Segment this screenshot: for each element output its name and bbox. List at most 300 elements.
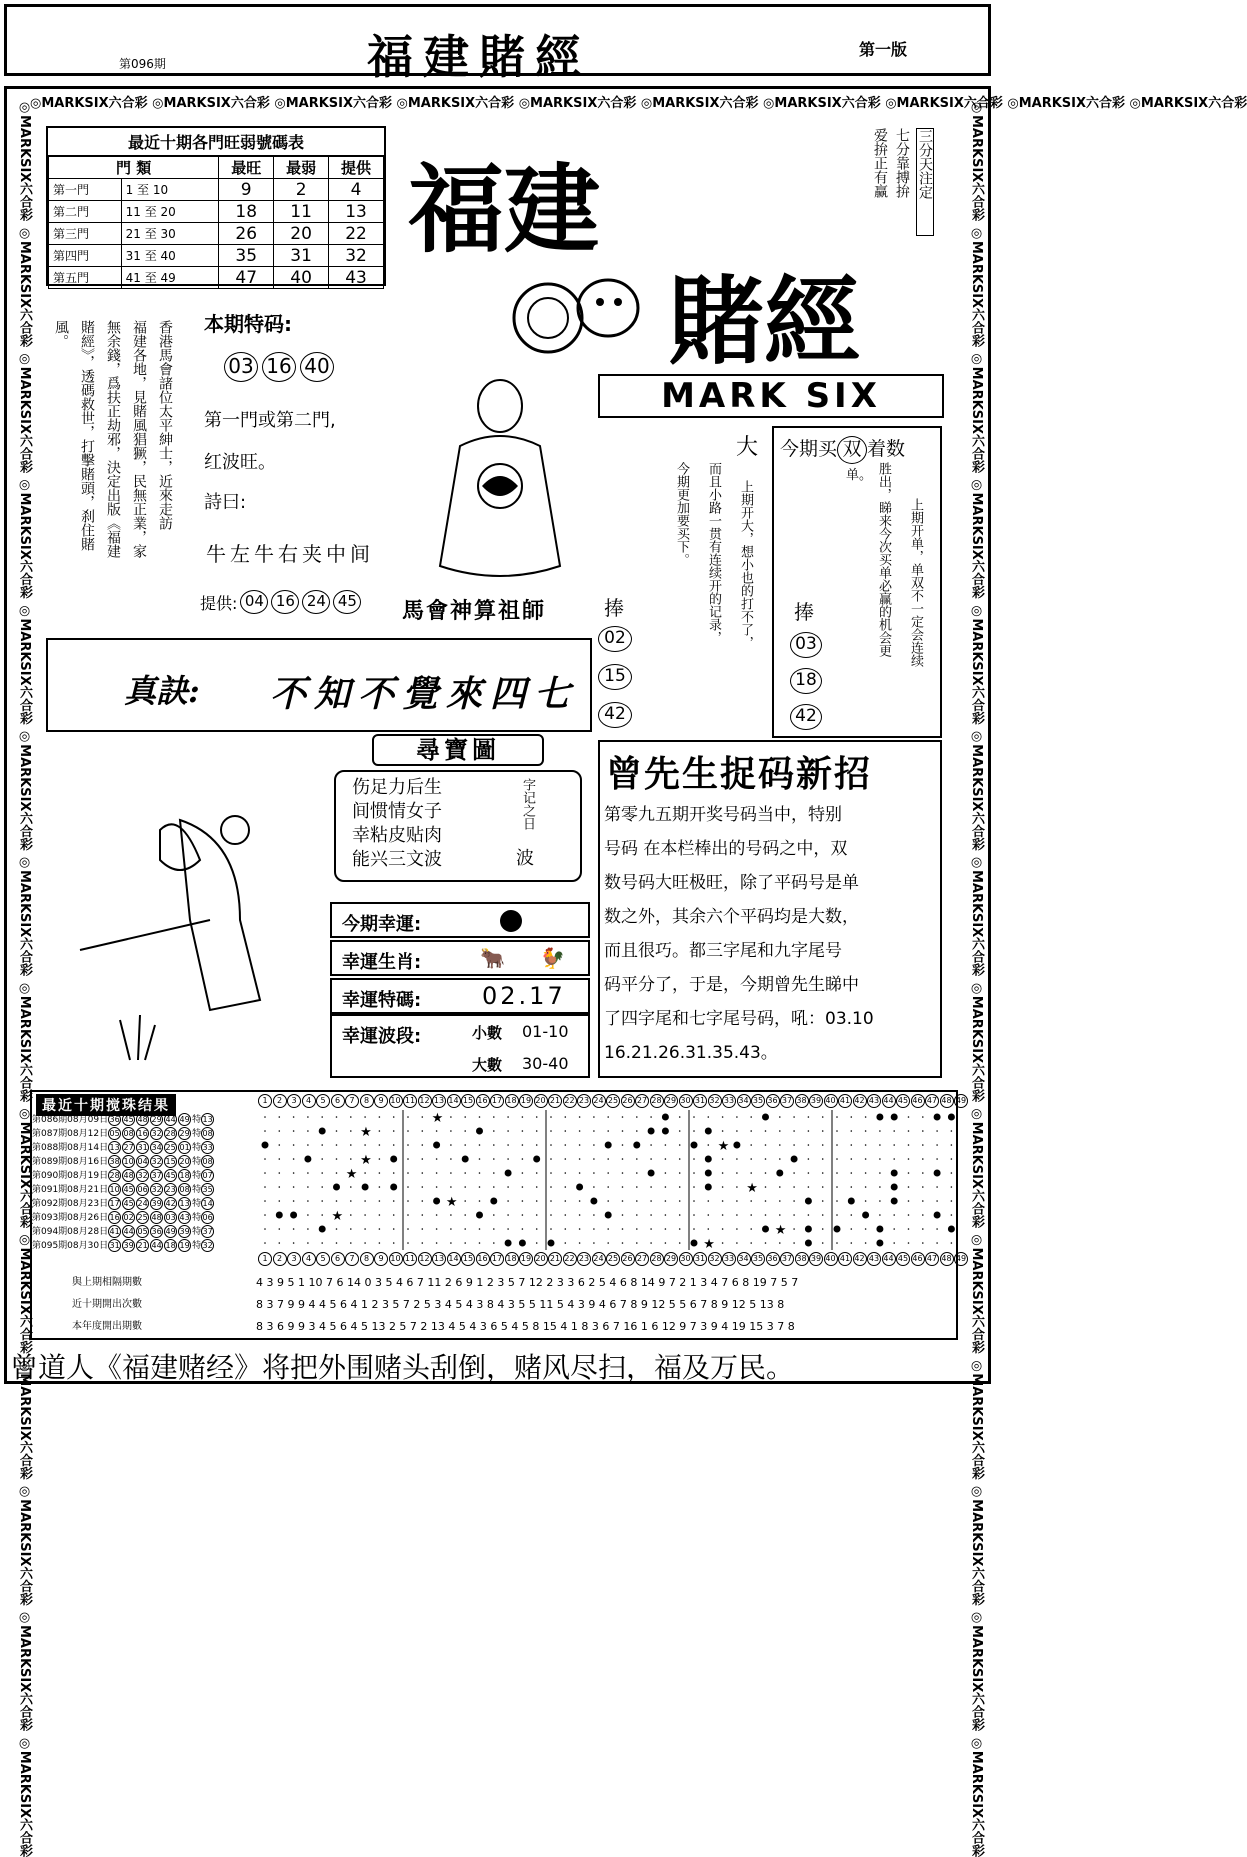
small-label: 小數 xyxy=(472,1024,503,1042)
door-name: 第一門 xyxy=(49,179,122,201)
grid-dot xyxy=(836,1172,838,1174)
special-line2: 红波旺。 xyxy=(204,452,276,473)
grid-dot xyxy=(708,1228,710,1230)
door-range: 21 至 30 xyxy=(121,223,219,245)
grid-dot xyxy=(879,1130,881,1132)
grid-dot xyxy=(436,1228,438,1230)
result-period: 第086期08月09日 xyxy=(32,1115,109,1125)
grid-dot xyxy=(379,1130,381,1132)
grid-dot xyxy=(793,1172,795,1174)
grid-dot xyxy=(307,1242,309,1244)
grid-dot xyxy=(379,1172,381,1174)
lucky-color-label: 今期幸運: xyxy=(342,914,422,935)
grid-dot xyxy=(536,1130,538,1132)
grid-dot xyxy=(507,1158,509,1160)
grid-dot xyxy=(622,1116,624,1118)
grid-dot xyxy=(336,1144,338,1146)
grid-dot xyxy=(679,1186,681,1188)
drawn-number-dot xyxy=(605,1212,612,1219)
result-ball: 43 xyxy=(179,1213,190,1222)
grid-dot xyxy=(779,1144,781,1146)
drawn-number-dot xyxy=(705,1128,712,1135)
grid-dot xyxy=(793,1214,795,1216)
grid-dot xyxy=(307,1186,309,1188)
number-header-ball: 3 xyxy=(287,1094,301,1108)
grid-dot xyxy=(908,1186,910,1188)
grid-dot xyxy=(407,1116,409,1118)
grid-dot xyxy=(293,1116,295,1118)
grid-dot xyxy=(321,1144,323,1146)
grid-dot xyxy=(393,1242,395,1244)
grid-dot xyxy=(693,1130,695,1132)
result-ball: 36 xyxy=(109,1115,120,1124)
grid-dot xyxy=(865,1144,867,1146)
result-ball: 13 xyxy=(109,1143,120,1152)
result-ball: 17 xyxy=(109,1199,120,1208)
grid-dot xyxy=(808,1172,810,1174)
grid-dot xyxy=(736,1214,738,1216)
grid-dot xyxy=(693,1186,695,1188)
grid-dot xyxy=(536,1242,538,1244)
grid-dot xyxy=(793,1186,795,1188)
door-grid xyxy=(48,156,384,289)
grid-dot xyxy=(565,1116,567,1118)
grid-dot xyxy=(736,1116,738,1118)
grid-dot xyxy=(364,1242,366,1244)
grid-dot xyxy=(607,1130,609,1132)
grid-dot xyxy=(851,1116,853,1118)
door-give: 4 xyxy=(329,179,384,201)
number-header-ball: 20 xyxy=(534,1252,548,1266)
grid-dot xyxy=(750,1158,752,1160)
grid-dot xyxy=(808,1214,810,1216)
result-special-ball: 08 xyxy=(202,1157,213,1166)
result-ball: 31 xyxy=(137,1143,148,1152)
grid-dot xyxy=(893,1214,895,1216)
grid-dot xyxy=(336,1130,338,1132)
special-star-mark: ★ xyxy=(774,1223,787,1238)
drawn-number-dot xyxy=(805,1198,812,1205)
grid-dot xyxy=(565,1130,567,1132)
grid-dot xyxy=(464,1130,466,1132)
grid-dot xyxy=(593,1214,595,1216)
grid-dot xyxy=(793,1116,795,1118)
grid-dot xyxy=(750,1116,752,1118)
grid-dot xyxy=(493,1144,495,1146)
number-header-ball: 20 xyxy=(534,1094,548,1108)
result-ball: 45 xyxy=(165,1171,176,1180)
grid-dot xyxy=(779,1242,781,1244)
grid-dot xyxy=(579,1116,581,1118)
th-max: 最旺 xyxy=(219,157,274,179)
number-header-bottom xyxy=(258,1252,969,1268)
grid-dot xyxy=(593,1158,595,1160)
stat-values xyxy=(256,1272,956,1338)
special-star-mark: ★ xyxy=(431,1111,444,1126)
odd-even-headline xyxy=(780,434,905,464)
grid-dot xyxy=(779,1214,781,1216)
result-special-label: 特 xyxy=(192,1241,202,1251)
big-label-wave: 大數 xyxy=(472,1056,503,1074)
result-ball: 39 xyxy=(123,1241,134,1250)
special-star-mark: ★ xyxy=(746,1181,758,1196)
grid-dot xyxy=(865,1228,867,1230)
result-special-ball: 33 xyxy=(202,1143,213,1152)
grid-dot xyxy=(793,1242,795,1244)
grid-dot xyxy=(507,1186,509,1188)
grid-dot xyxy=(307,1214,309,1216)
grid-dot xyxy=(279,1144,281,1146)
grid-dot xyxy=(951,1158,953,1160)
grid-dot xyxy=(765,1186,767,1188)
big-label: 大 xyxy=(736,435,759,460)
provide-ball: 04 xyxy=(240,590,268,614)
result-ball: 08 xyxy=(179,1185,190,1194)
number-header-ball: 37 xyxy=(780,1094,794,1108)
grid-dot xyxy=(307,1144,309,1146)
grid-dot xyxy=(922,1130,924,1132)
result-ball: 23 xyxy=(165,1185,176,1194)
grid-dot xyxy=(650,1158,652,1160)
lucky-zodiac-label: 幸運生肖: xyxy=(342,952,422,973)
grid-dot xyxy=(364,1214,366,1216)
drawn-number-dot xyxy=(490,1198,497,1205)
grid-dot xyxy=(851,1214,853,1216)
grid-dot xyxy=(422,1200,424,1202)
grid-dot xyxy=(951,1144,953,1146)
number-header-top xyxy=(258,1094,969,1110)
th-door: 門 類 xyxy=(49,157,219,179)
number-header-ball: 45 xyxy=(896,1252,910,1266)
slogan-block xyxy=(872,128,934,236)
grid-dot xyxy=(364,1144,366,1146)
grid-dot xyxy=(936,1186,938,1188)
grid-dot xyxy=(736,1228,738,1230)
grid-dot xyxy=(693,1172,695,1174)
grid-dot xyxy=(364,1116,366,1118)
door-min: 2 xyxy=(274,179,329,201)
drawn-number-dot xyxy=(304,1156,311,1163)
grid-dot xyxy=(779,1130,781,1132)
grid-dot xyxy=(422,1228,424,1230)
result-ball: 39 xyxy=(179,1227,190,1236)
grid-dot xyxy=(908,1214,910,1216)
grid-dot xyxy=(779,1200,781,1202)
grid-dot xyxy=(264,1158,266,1160)
result-special-ball: 35 xyxy=(202,1185,213,1194)
number-header-ball: 33 xyxy=(722,1252,736,1266)
result-ball: 25 xyxy=(137,1213,148,1222)
grid-dot xyxy=(779,1186,781,1188)
lucky-special-row xyxy=(330,978,590,1014)
grid-dot xyxy=(350,1144,352,1146)
number-header-ball: 47 xyxy=(925,1252,939,1266)
grid-dot xyxy=(336,1242,338,1244)
number-header-ball: 10 xyxy=(389,1252,403,1266)
result-special-ball: 07 xyxy=(202,1171,213,1180)
number-header-ball: 32 xyxy=(708,1252,722,1266)
number-header-ball: 22 xyxy=(563,1094,577,1108)
grid-dot xyxy=(679,1172,681,1174)
result-special-label: 特 xyxy=(192,1227,202,1237)
drawn-number-dot xyxy=(505,1170,512,1177)
grid-dot xyxy=(908,1144,910,1146)
zeng-line: 了四字尾和七字尾号码，吼：03.10 xyxy=(604,1009,874,1029)
grid-dot xyxy=(908,1172,910,1174)
grid-dot xyxy=(565,1158,567,1160)
number-header-ball: 18 xyxy=(505,1094,519,1108)
number-header-ball: 31 xyxy=(693,1094,707,1108)
result-ball: 32 xyxy=(151,1157,162,1166)
lucky-special-value: 02.17 xyxy=(482,982,566,1010)
drawn-number-dot xyxy=(662,1114,669,1121)
grid-dot xyxy=(636,1214,638,1216)
grid-dot xyxy=(865,1242,867,1244)
grid-dot xyxy=(693,1200,695,1202)
grid-dot xyxy=(722,1242,724,1244)
number-header-ball: 7 xyxy=(345,1094,359,1108)
peng-right-label: 捧 xyxy=(794,600,814,624)
lucky-wave-label: 幸運波段: xyxy=(342,1026,422,1047)
grid-dot xyxy=(264,1242,266,1244)
special-star-mark: ★ xyxy=(345,1167,358,1182)
grid-dot xyxy=(450,1158,452,1160)
grid-dot xyxy=(893,1144,895,1146)
stat-label: 本年度開出期數 xyxy=(72,1321,142,1332)
grid-dot xyxy=(450,1116,452,1118)
zeng-line: 16.21.26.31.35.43。 xyxy=(604,1043,778,1063)
result-ball: 24 xyxy=(137,1199,148,1208)
door-name: 第五門 xyxy=(49,267,122,289)
grid-dot xyxy=(722,1214,724,1216)
grid-dot xyxy=(822,1214,824,1216)
grid-dot xyxy=(650,1242,652,1244)
grid-dot xyxy=(908,1242,910,1244)
grid-dot xyxy=(650,1116,652,1118)
grid-dot xyxy=(822,1186,824,1188)
grid-dot xyxy=(636,1186,638,1188)
result-ball: 27 xyxy=(123,1143,134,1152)
result-ball: 04 xyxy=(137,1157,148,1166)
number-header-ball: 6 xyxy=(331,1094,345,1108)
number-header-ball: 33 xyxy=(722,1094,736,1108)
grid-dot xyxy=(422,1158,424,1160)
grid-dot xyxy=(593,1130,595,1132)
grid-dot xyxy=(679,1214,681,1216)
grid-dot xyxy=(736,1158,738,1160)
grid-dot xyxy=(279,1116,281,1118)
number-header-ball: 48 xyxy=(940,1094,954,1108)
drawn-number-dot xyxy=(891,1114,898,1121)
number-header-ball: 17 xyxy=(490,1252,504,1266)
grid-dot xyxy=(464,1242,466,1244)
special-star-mark: ★ xyxy=(360,1125,372,1140)
number-header-ball: 24 xyxy=(592,1252,606,1266)
grid-dot xyxy=(665,1214,667,1216)
grid-dot xyxy=(293,1144,295,1146)
drawn-number-dot xyxy=(934,1114,941,1121)
result-ball: 45 xyxy=(123,1185,134,1194)
special-star-mark: ★ xyxy=(331,1209,344,1224)
grid-dot xyxy=(336,1158,338,1160)
left-decor-strip: ◎MARKSIX六合彩 ◎MARKSIX六合彩 ◎MARKSIX六合彩 ◎MARKSIX六合彩 ◎MARKSIX六合彩 ◎MARKSIX六合彩 ◎MARKSIX六合彩 ◎MARKSIX六合彩 ◎MARKSIX六合彩 ◎MARKSIX六合彩 ◎MARKSIX六合彩 ◎MARKSIX六合彩 ◎MARKSIX六合彩 ◎MARKSIX六合彩 xyxy=(17,100,32,1857)
number-header-ball: 42 xyxy=(853,1094,867,1108)
grid-dot xyxy=(607,1242,609,1244)
slogan-col-3: 爱拚正有赢 xyxy=(872,128,888,198)
grid-dot xyxy=(321,1116,323,1118)
number-header-ball: 18 xyxy=(505,1252,519,1266)
number-header-ball: 35 xyxy=(751,1094,765,1108)
grid-dot xyxy=(693,1116,695,1118)
number-header-ball: 37 xyxy=(780,1252,794,1266)
drawn-number-dot xyxy=(691,1240,698,1247)
drawn-number-dot xyxy=(590,1198,597,1205)
grid-dot xyxy=(736,1242,738,1244)
result-ball: 44 xyxy=(165,1115,176,1124)
drawn-number-dot xyxy=(433,1142,440,1149)
grid-dot xyxy=(865,1172,867,1174)
top-decor-strip: ◎MARKSIX六合彩 ◎MARKSIX六合彩 ◎MARKSIX六合彩 ◎MARKSIX六合彩 ◎MARKSIX六合彩 ◎MARKSIX六合彩 ◎MARKSIX六合彩 ◎MARKSIX六合彩 ◎MARKSIX六合彩 ◎MARKSIX六合彩 xyxy=(30,96,1247,111)
grid-dot xyxy=(450,1214,452,1216)
grid-dot xyxy=(750,1214,752,1216)
result-ball: 18 xyxy=(179,1171,190,1180)
number-header-ball: 12 xyxy=(418,1094,432,1108)
result-ball: 31 xyxy=(109,1241,120,1250)
drawn-number-dot xyxy=(633,1142,640,1149)
grid-dot xyxy=(407,1186,409,1188)
drawn-number-dot xyxy=(390,1156,397,1163)
grid-dot xyxy=(865,1130,867,1132)
grid-dot xyxy=(650,1186,652,1188)
grid-dot xyxy=(708,1214,710,1216)
door-min: 31 xyxy=(274,245,329,267)
special-star-mark: ★ xyxy=(717,1139,730,1154)
grid-dot xyxy=(436,1214,438,1216)
result-special-ball: 13 xyxy=(202,1115,213,1124)
dan-text: 单。 xyxy=(846,468,873,483)
grid-dot xyxy=(393,1116,395,1118)
grid-dot xyxy=(851,1172,853,1174)
grid-dot xyxy=(464,1172,466,1174)
number-header-ball: 23 xyxy=(577,1252,591,1266)
number-header-ball: 8 xyxy=(360,1252,374,1266)
door-max: 18 xyxy=(219,201,274,223)
grid-dot xyxy=(522,1172,524,1174)
grid-dot xyxy=(264,1186,266,1188)
grid-dot xyxy=(650,1144,652,1146)
grid-dot xyxy=(607,1116,609,1118)
grid-dot xyxy=(393,1130,395,1132)
grid-dot xyxy=(422,1144,424,1146)
grid-dot xyxy=(908,1158,910,1160)
intro-col: 賭經》，透碼救世，打擊賭頭，刹住賭 xyxy=(79,320,95,551)
grid-dot xyxy=(493,1242,495,1244)
grid-dot xyxy=(665,1200,667,1202)
drawn-number-dot xyxy=(462,1156,469,1163)
grid-dot xyxy=(607,1200,609,1202)
intro-col: 風。 xyxy=(53,320,69,348)
grid-dot xyxy=(736,1172,738,1174)
grid-dot xyxy=(464,1116,466,1118)
number-header-ball: 14 xyxy=(447,1094,461,1108)
zeng-box xyxy=(598,740,942,1078)
grid-dot xyxy=(364,1200,366,1202)
grid-dot xyxy=(750,1172,752,1174)
number-header-ball: 45 xyxy=(896,1094,910,1108)
peng-left-ball: 42 xyxy=(598,702,632,728)
door-range: 31 至 40 xyxy=(121,245,219,267)
grid-dot xyxy=(493,1228,495,1230)
grid-dot xyxy=(708,1200,710,1202)
grid-dot xyxy=(922,1158,924,1160)
grid-dot xyxy=(607,1228,609,1230)
grid-dot xyxy=(522,1186,524,1188)
grid-dot xyxy=(293,1130,295,1132)
number-header-ball: 19 xyxy=(519,1094,533,1108)
number-header-ball: 13 xyxy=(432,1252,446,1266)
grid-dot xyxy=(379,1144,381,1146)
grid-dot xyxy=(836,1214,838,1216)
treasure-side: 字记之日 xyxy=(520,778,535,830)
grid-dot xyxy=(836,1186,838,1188)
grid-dot xyxy=(493,1130,495,1132)
result-ball: 28 xyxy=(165,1129,176,1138)
number-header-ball: 27 xyxy=(635,1252,649,1266)
number-header-ball: 38 xyxy=(795,1094,809,1108)
drawn-number-dot xyxy=(876,1226,883,1233)
grid-dot xyxy=(336,1172,338,1174)
grid-dot xyxy=(379,1200,381,1202)
number-header-ball: 34 xyxy=(737,1252,751,1266)
grid-dot xyxy=(722,1158,724,1160)
grid-dot xyxy=(951,1130,953,1132)
result-ball: 39 xyxy=(151,1199,162,1208)
drawn-number-dot xyxy=(705,1170,712,1177)
drawn-number-dot xyxy=(862,1212,869,1219)
drawn-number-dot xyxy=(505,1240,512,1247)
grid-dot xyxy=(565,1242,567,1244)
big-col: 上期开大，想小也的打不了， xyxy=(738,480,753,649)
ox-icon: 🐂 xyxy=(480,946,505,970)
grid-dot xyxy=(350,1200,352,1202)
grid-dot xyxy=(450,1130,452,1132)
result-ball: 29 xyxy=(151,1115,162,1124)
grid-dot xyxy=(836,1200,838,1202)
result-ball: 48 xyxy=(123,1171,134,1180)
grid-dot xyxy=(536,1228,538,1230)
stat-labels xyxy=(72,1272,142,1338)
grid-dot xyxy=(622,1242,624,1244)
grid-dot xyxy=(507,1228,509,1230)
grid-dot xyxy=(636,1116,638,1118)
result-special-label: 特 xyxy=(192,1143,202,1153)
door-max: 26 xyxy=(219,223,274,245)
grid-dot xyxy=(936,1144,938,1146)
big-col: 而且小路一贯有连续开的记录， xyxy=(706,462,721,644)
provide-ball: 16 xyxy=(271,590,299,614)
grid-dot xyxy=(479,1186,481,1188)
number-header-ball: 49 xyxy=(954,1252,968,1266)
grid-dot xyxy=(779,1158,781,1160)
grid-dot xyxy=(479,1242,481,1244)
grid-dot xyxy=(951,1172,953,1174)
drawn-number-dot xyxy=(290,1212,297,1219)
grid-dot xyxy=(550,1172,552,1174)
grid-dot xyxy=(865,1200,867,1202)
grid-dot xyxy=(422,1116,424,1118)
drawn-number-dot xyxy=(533,1156,540,1163)
grid-dot xyxy=(650,1228,652,1230)
